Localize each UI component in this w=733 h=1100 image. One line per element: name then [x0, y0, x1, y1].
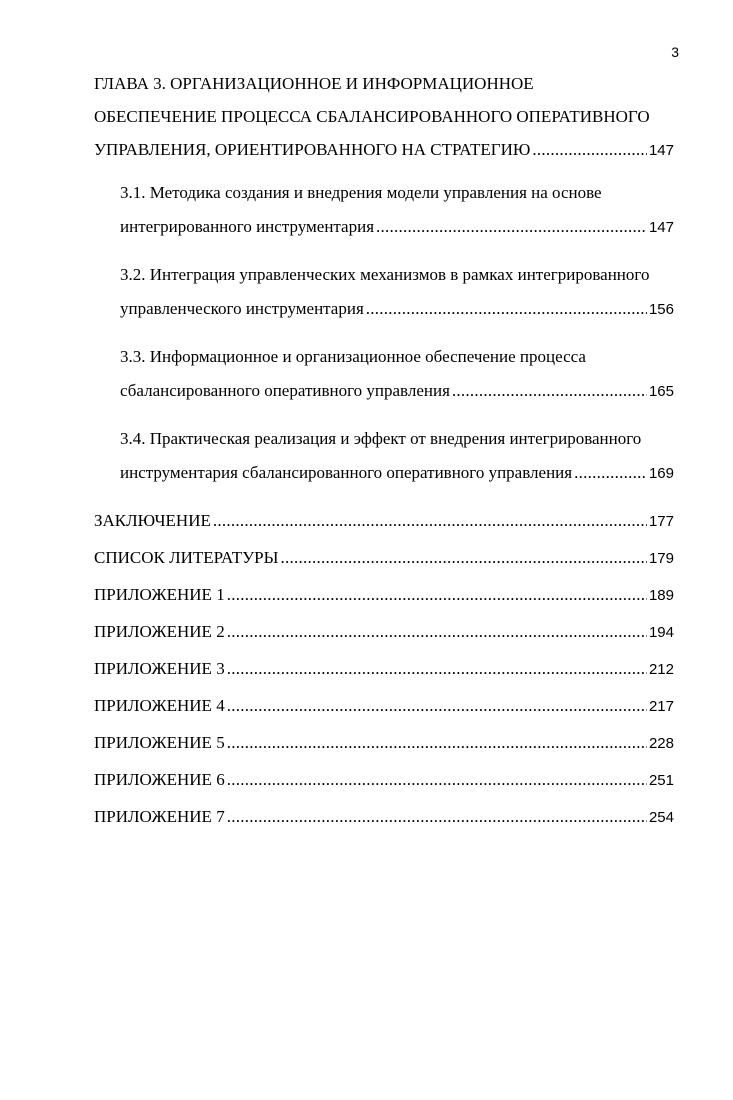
- entry-page-number: 177: [648, 513, 674, 530]
- toc-chapter-3[interactable]: [94, 72, 674, 171]
- toc-section-3-4[interactable]: [94, 427, 674, 495]
- entry-label: ПРИЛОЖЕНИЕ 1: [94, 585, 225, 604]
- section-title-text: сбалансированного оперативного управления: [120, 381, 450, 400]
- toc-entry-appendix-5[interactable]: [94, 731, 674, 768]
- chapter-title-line-3: [94, 138, 674, 171]
- toc-section-3-3[interactable]: [94, 345, 674, 413]
- toc-entry-appendix-6[interactable]: [94, 768, 674, 805]
- toc-entry-conclusion[interactable]: [94, 509, 674, 546]
- section-title-line-2: [120, 461, 674, 495]
- entry-label: ПРИЛОЖЕНИЕ 2: [94, 622, 225, 641]
- section-title-line-1: 3.4. Практическая реализация и эффект от внедрения интегрированного: [120, 429, 642, 448]
- entry-page-number: 189: [648, 587, 674, 604]
- dot-leader: [366, 297, 647, 321]
- dot-leader: [574, 461, 647, 485]
- dot-leader: [452, 379, 647, 403]
- section-page-number: 169: [648, 465, 674, 482]
- entry-page-number: 212: [648, 661, 674, 678]
- section-title-line-1: 3.1. Методика создания и внедрения модели управления на основе: [120, 183, 602, 202]
- dot-leader: [227, 694, 647, 718]
- section-page-number: 165: [648, 383, 674, 400]
- chapter-page-number: 147: [648, 142, 674, 159]
- page-number: 3: [671, 44, 679, 60]
- dot-leader: [280, 546, 647, 570]
- section-title-line-2: [120, 297, 674, 331]
- chapter-title-text: УПРАВЛЕНИЯ, ОРИЕНТИРОВАННОГО НА СТРАТЕГИЮ: [94, 140, 531, 159]
- entry-label: ПРИЛОЖЕНИЕ 6: [94, 770, 225, 789]
- dot-leader: [227, 768, 647, 792]
- entry-label: ПРИЛОЖЕНИЕ 7: [94, 807, 225, 826]
- section-title-line-1: 3.2. Интеграция управленческих механизмов в рамках интегрированного: [120, 265, 650, 284]
- chapter-title-line-2: ОБЕСПЕЧЕНИЕ ПРОЦЕССА СБАЛАНСИРОВАННОГО ОПЕРАТИВНОГО: [94, 107, 650, 126]
- chapter-title-line-1: ГЛАВА 3. ОРГАНИЗАЦИОННОЕ И ИНФОРМАЦИОННОЕ: [94, 74, 534, 93]
- dot-leader: [227, 620, 647, 644]
- entry-page-number: 217: [648, 698, 674, 715]
- section-title-line-1: 3.3. Информационное и организационное обеспечение процесса: [120, 347, 586, 366]
- toc-entry-appendix-1[interactable]: [94, 583, 674, 620]
- dot-leader: [376, 215, 647, 239]
- toc-section-3-1[interactable]: [94, 181, 674, 249]
- dot-leader: [227, 731, 647, 755]
- section-title-text: инструментария сбалансированного оперативного управления: [120, 463, 573, 482]
- section-title-text: управленческого инструментария: [120, 299, 364, 318]
- toc-entry-references[interactable]: [94, 546, 674, 583]
- entry-page-number: 179: [648, 550, 674, 567]
- entry-page-number: 254: [648, 809, 674, 826]
- toc-entry-appendix-4[interactable]: [94, 694, 674, 731]
- dot-leader: [532, 138, 647, 162]
- section-page-number: 147: [648, 219, 674, 236]
- toc-entry-appendix-2[interactable]: [94, 620, 674, 657]
- entry-page-number: 251: [648, 772, 674, 789]
- dot-leader: [227, 657, 647, 681]
- entry-page-number: 228: [648, 735, 674, 752]
- entry-label: ПРИЛОЖЕНИЕ 3: [94, 659, 225, 678]
- section-title-line-2: [120, 215, 674, 249]
- toc-entry-appendix-3[interactable]: [94, 657, 674, 694]
- table-of-contents: [94, 72, 674, 842]
- toc-entry-appendix-7[interactable]: [94, 805, 674, 842]
- entry-label: ЗАКЛЮЧЕНИЕ: [94, 511, 211, 530]
- toc-section-3-2[interactable]: [94, 263, 674, 331]
- section-title-line-2: [120, 379, 674, 413]
- entry-label: ПРИЛОЖЕНИЕ 4: [94, 696, 225, 715]
- dot-leader: [227, 805, 647, 829]
- dot-leader: [213, 509, 647, 533]
- section-title-text: интегрированного инструментария: [120, 217, 375, 236]
- entry-label: ПРИЛОЖЕНИЕ 5: [94, 733, 225, 752]
- entry-page-number: 194: [648, 624, 674, 641]
- section-page-number: 156: [648, 301, 674, 318]
- entry-label: СПИСОК ЛИТЕРАТУРЫ: [94, 548, 279, 567]
- dot-leader: [227, 583, 647, 607]
